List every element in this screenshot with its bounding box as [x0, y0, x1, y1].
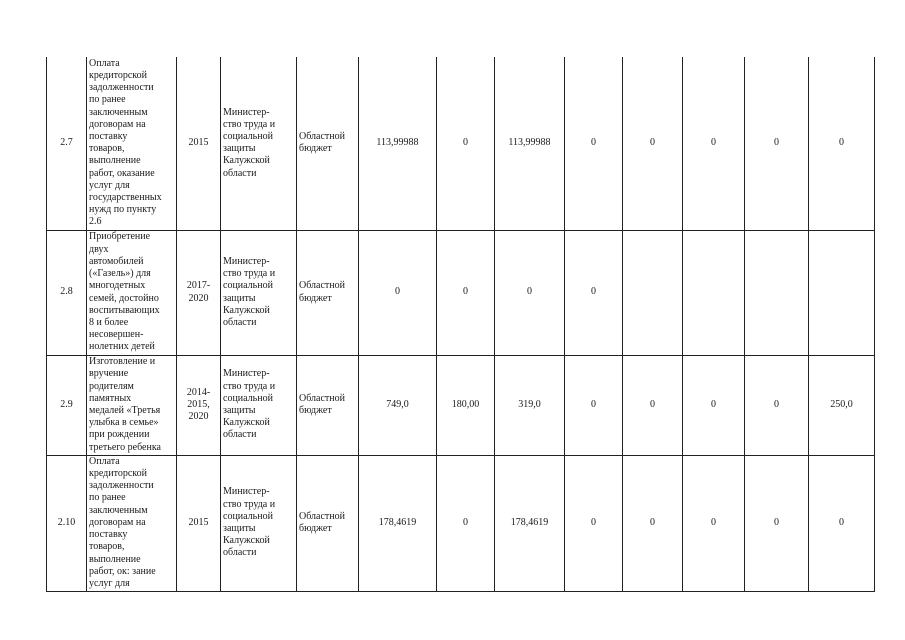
activity-name-line: товаров,	[89, 143, 125, 155]
period-line: 2015	[188, 137, 209, 149]
value-cell: 0	[809, 57, 875, 230]
executor	[221, 230, 297, 355]
value-cell: 0	[623, 455, 683, 591]
value-cell: 113,99988	[495, 57, 565, 230]
executor-line: Калужской	[223, 535, 270, 547]
executor	[221, 57, 297, 230]
executor-line: Министер-	[223, 486, 270, 498]
executor-line: ство труда и	[223, 380, 276, 392]
activity-name-line: родителям	[89, 380, 134, 392]
activity-name-line: семей, достойно	[89, 292, 159, 304]
executor-line: области	[223, 547, 257, 559]
activity-name-line: государственных	[89, 192, 162, 204]
table-row	[47, 57, 875, 230]
activity-name-line: заключенным	[89, 504, 148, 516]
value-cell: 178,4619	[359, 455, 437, 591]
activity-name-line: товаров,	[89, 541, 125, 553]
activity-name-line: двух	[89, 243, 109, 255]
period	[177, 455, 221, 591]
activity-name-line: выполнение	[89, 155, 141, 167]
period-line: 2015	[188, 516, 209, 528]
table-row	[47, 355, 875, 455]
value-cell: 0	[683, 355, 745, 455]
value-cell: 0	[495, 230, 565, 355]
value-cell: 250,0	[809, 355, 875, 455]
value-cell: 0	[565, 230, 623, 355]
table-row	[47, 230, 875, 355]
executor-line: Калужской	[223, 155, 270, 167]
funding-source-line: Областной	[299, 392, 346, 404]
value-cell	[809, 230, 875, 355]
activity-name	[87, 57, 177, 230]
period-line: 2020	[188, 411, 209, 423]
funding-source-line: бюджет	[299, 292, 332, 304]
executor-line: Калужской	[223, 417, 270, 429]
funding-source-line: Областной	[299, 510, 346, 522]
executor-line: Калужской	[223, 304, 270, 316]
value-cell: 180,00	[437, 355, 495, 455]
activity-name-line: 2.6	[89, 216, 102, 228]
executor-line: защиты	[223, 292, 256, 304]
value-cell: 0	[437, 230, 495, 355]
executor-line: Министер-	[223, 106, 270, 118]
activity-name-line: выполнение	[89, 553, 141, 565]
activity-name-line: заключенным	[89, 106, 148, 118]
value-cell: 749,0	[359, 355, 437, 455]
executor	[221, 355, 297, 455]
value-cell: 178,4619	[495, 455, 565, 591]
funding-source-line: Областной	[299, 280, 346, 292]
activity-name-line: по ранее	[89, 492, 126, 504]
activity-name-line: работ, оказание	[89, 167, 155, 179]
value-cell: 0	[565, 355, 623, 455]
row-number: 2.10	[47, 455, 87, 591]
activity-name-line: Изготовление и	[89, 356, 156, 368]
activity-name-line: Приобретение	[89, 231, 151, 243]
activity-name-line: Оплата	[89, 57, 120, 69]
value-cell: 113,99988	[359, 57, 437, 230]
activity-name-line: по ранее	[89, 94, 126, 106]
funding-source	[297, 455, 359, 591]
value-cell: 0	[683, 57, 745, 230]
activity-name-line: при рождении	[89, 429, 150, 441]
funding-source-line: бюджет	[299, 143, 332, 155]
activity-name-line: работ, ок: зание	[89, 565, 156, 577]
activity-name	[87, 230, 177, 355]
activity-name-line: услуг для	[89, 577, 130, 589]
activity-name-line: улыбка в семье»	[89, 417, 159, 429]
value-cell	[623, 230, 683, 355]
activity-name-line: задолженности	[89, 82, 154, 94]
period-line: 2017-	[186, 280, 211, 292]
value-cell: 0	[745, 57, 809, 230]
executor-line: ство труда и	[223, 268, 276, 280]
period-line: 2020	[188, 292, 209, 304]
row-number: 2.7	[47, 57, 87, 230]
value-cell: 0	[565, 57, 623, 230]
activity-name-line: поставку	[89, 131, 128, 143]
executor-line: области	[223, 429, 257, 441]
executor-line: Министер-	[223, 368, 270, 380]
value-cell: 0	[623, 57, 683, 230]
value-cell: 0	[745, 455, 809, 591]
executor-line: области	[223, 167, 257, 179]
executor-line: области	[223, 316, 257, 328]
activity-name-line: памятных	[89, 392, 132, 404]
table-body	[47, 57, 875, 591]
activity-name-line: автомобилей	[89, 255, 144, 267]
value-cell	[745, 230, 809, 355]
activity-name-line: третьего ребенка	[89, 441, 161, 453]
executor-line: социальной	[223, 131, 273, 143]
budget-table	[46, 57, 875, 592]
executor-line: социальной	[223, 510, 273, 522]
row-number: 2.9	[47, 355, 87, 455]
activity-name-line: кредиторской	[89, 468, 147, 480]
funding-source	[297, 57, 359, 230]
activity-name-line: кредиторской	[89, 70, 147, 82]
period-line: 2015,	[187, 398, 210, 410]
activity-name-line: договорам на	[89, 118, 146, 130]
executor-line: социальной	[223, 392, 273, 404]
activity-name-line: («Газель») для	[89, 268, 151, 280]
row-number: 2.8	[47, 230, 87, 355]
value-cell: 0	[437, 57, 495, 230]
activity-name-line: 8 и более	[89, 316, 129, 328]
executor-line: ство труда и	[223, 118, 276, 130]
period	[177, 355, 221, 455]
value-cell: 0	[623, 355, 683, 455]
funding-source	[297, 230, 359, 355]
activity-name-line: поставку	[89, 529, 128, 541]
funding-source-line: Областной	[299, 131, 346, 143]
period-line: 2014-	[186, 386, 211, 398]
funding-source-line: бюджет	[299, 405, 332, 416]
value-cell	[683, 230, 745, 355]
activity-name-line: вручение	[89, 368, 129, 380]
activity-name-line: несовершен-	[89, 329, 144, 341]
value-cell: 0	[437, 455, 495, 591]
table-row	[47, 455, 875, 591]
activity-name-line: задолженности	[89, 480, 154, 492]
value-cell: 0	[683, 455, 745, 591]
executor-line: защиты	[223, 405, 256, 416]
activity-name	[87, 455, 177, 591]
value-cell: 0	[359, 230, 437, 355]
value-cell: 0	[745, 355, 809, 455]
executor	[221, 455, 297, 591]
executor-line: защиты	[223, 523, 256, 534]
activity-name-line: медалей «Третья	[89, 405, 161, 416]
executor-line: социальной	[223, 280, 273, 292]
value-cell: 319,0	[495, 355, 565, 455]
activity-name-line: воспитывающих	[89, 304, 160, 316]
activity-name-line: нужд по пункту	[89, 204, 157, 216]
activity-name-line: Оплата	[89, 455, 120, 467]
funding-source	[297, 355, 359, 455]
period	[177, 230, 221, 355]
activity-name-line: услуг для	[89, 179, 130, 191]
executor-line: ство труда и	[223, 498, 276, 510]
activity-name	[87, 355, 177, 455]
activity-name-line: нолетних детей	[89, 341, 155, 353]
executor-line: защиты	[223, 143, 256, 155]
executor-line: Министер-	[223, 255, 270, 267]
funding-source-line: бюджет	[299, 523, 332, 534]
value-cell: 0	[809, 455, 875, 591]
value-cell: 0	[565, 455, 623, 591]
activity-name-line: договорам на	[89, 516, 146, 528]
activity-name-line: многодетных	[89, 280, 146, 292]
period	[177, 57, 221, 230]
